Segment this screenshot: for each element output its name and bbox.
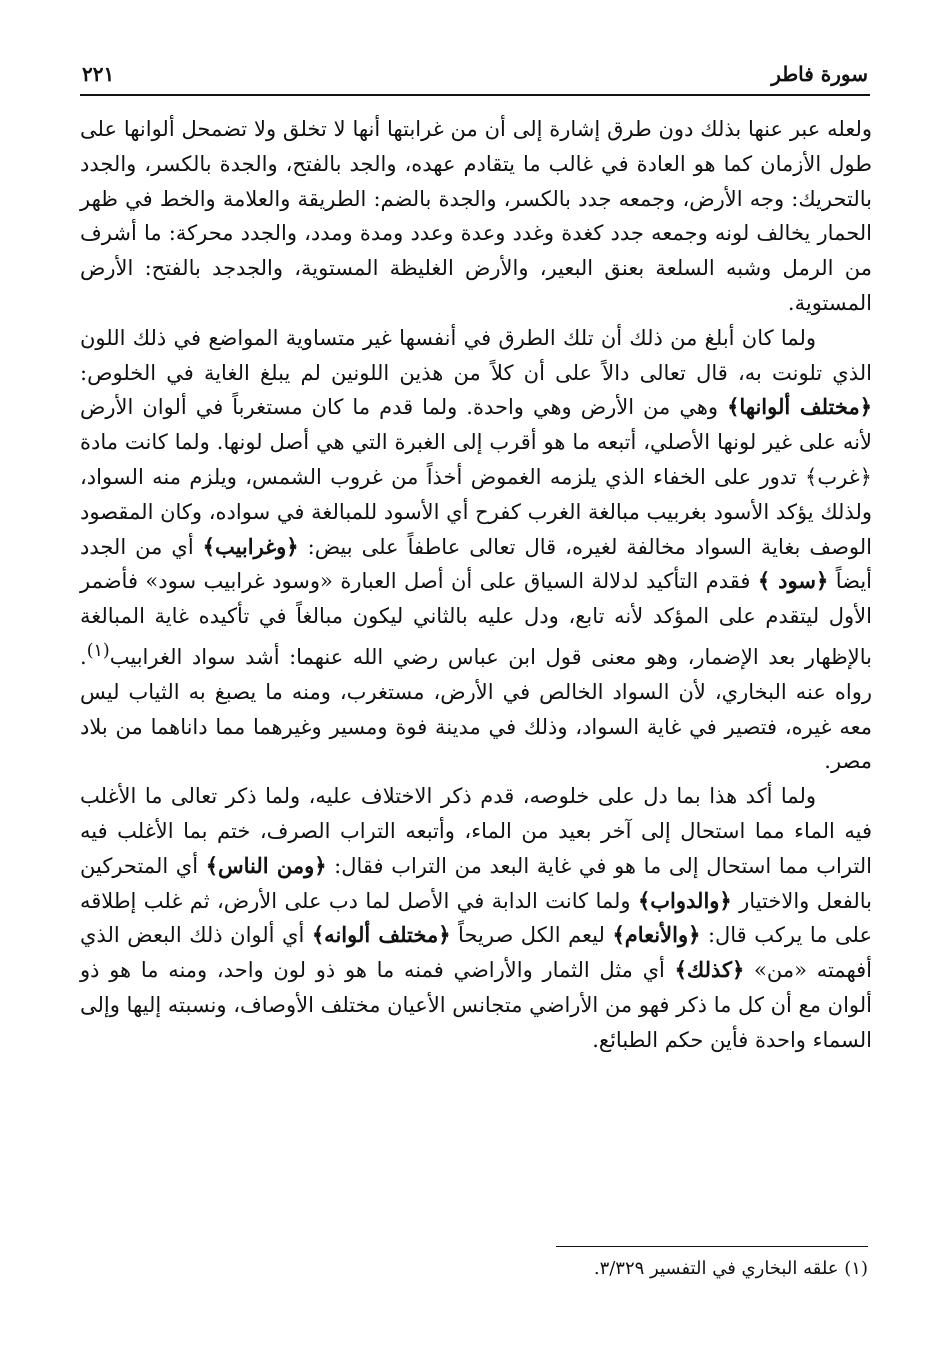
paragraph [80, 321, 872, 779]
quran-quote: ﴿سود ﴾ [757, 568, 829, 594]
footnote-divider [556, 1246, 868, 1247]
text-segment: أي المتحركين بالفعل والاختيار [80, 853, 873, 913]
quran-quote: ﴿مختلف ألوانه﴾ [311, 922, 451, 948]
quran-quote: ﴿مختلف ألوانها﴾ [727, 394, 872, 420]
text-segment: ولما أكد هذا بما دل على خلوصه، قدم ذكر الاختلاف عليه، ولما ذكر تعالى ما الأغلب فيه الماء مما استحال إلى آخر بعيد من الماء، وأتبعه التراب الصرف، ختم بما الأغلب فيه التراب مما استحال إلى ما هو في غاية البعد من التراب فقال: [80, 784, 873, 878]
footnote-marker: (١) [844, 1258, 868, 1279]
paragraph [80, 779, 872, 1057]
text-segment: . رواه عنه البخاري، لأن السواد الخالص في الأرض، مستغرب، ومنه ما يصبغ به الثياب ليس معه غيره، فتصير في غاية السواد، وذلك في مدينة فوة ومسير وغيرهما مما داناهما من بلاد مصر. [80, 644, 872, 774]
text-segment: أي ألوان ذلك البعض الذي أفهمته «من» [80, 923, 872, 983]
text-segment: أي مثل الثمار والأراضي فمنه ما هو ذو لون واحد، ومنه ما هو ذو ألوان مع أن كل ما ذكر فهو من الأراضي متجانس الأعيان مختلف الأوصاف، ونسبته إليها وإلى السماء واحدة فأين حكم الطبائع. [80, 958, 872, 1052]
main-text [80, 112, 872, 1058]
footnote-text: علقه البخاري في التفسير ٣/٣٢٩. [593, 1258, 839, 1279]
text-segment: ليعم الكل صريحاً [450, 923, 613, 948]
text-segment: ولما كان أبلغ من ذلك أن تلك الطرق في أنفسها غير متساوية المواضع في ذلك اللون الذي تلونت به، قال تعالى دالاً على أن كلاً من هذين اللونين لم يبلغ الغاية في الخلوص: [80, 325, 872, 385]
text-segment: فقدم التأكيد لدلالة السياق على أن أصل العبارة «وسود غرابيب سود» فأضمر الأول ليتقدم على المؤكد لأنه تابع، ودل عليه بالثاني ليكون مبالغاً في تأكيده غاية المبالغة بالإظهار بعد الإضمار، وهو معنى قول ابن عباس رضي الله عنهما: أشد سواد الغرابيب [80, 569, 872, 669]
text-segment: ولعله عبر عنها بذلك دون طرق إشارة إلى أن من غرابتها أنها لا تخلق ولا تضمحل ألوانها على طول الأزمان كما هو العادة في غالب ما يتقادم عهده، والجد بالفتح، والجدة بالكسر، والجدد بالتحريك: وجه الأرض، وجمعه جدد بالكسر، والجدة بالضم: الطريقة والعلامة والخط في ظهر الحمار يخالف لونه وجمعه جدد كغدة وغدد وعدة وعدد ومدة ومدد، والجدد محركة: ما أشرف من الرمل وشبه السلعة بعنق البعير، والأرض الغليظة المستوية، والجدجد بالفتح: الأرض المستوية. [80, 117, 872, 315]
page-number: ٢٢١ [82, 62, 115, 86]
running-title: سورة فاطر [771, 62, 868, 86]
quran-quote: ﴿والأنعام﴾ [612, 922, 701, 948]
text-segment: وهي من الأرض وهي واحدة. ولما قدم ما كان مستغرباً في ألوان الأرض لأنه على غير لونها الأصلي، أتبعه ما هو أقرب إلى الغبرة التي هي أصل لونها. ولما كانت مادة ﴿غرب﴾ تدور على الخفاء الذي يلزمه الغموض أخذاً من غروب الشمس، ويلزم منه السواد، ولذلك يؤكد الأسود بغربيب مبالغة الغرب كفرح أي الأسود للمبالغة في سواده، وكان المقصود الوصف بغاية السواد مخالفة لغيره، قال تعالى عاطفاً على بيض: [80, 395, 872, 559]
footnote [368, 1258, 868, 1279]
quran-quote: ﴿ومن الناس﴾ [205, 852, 327, 878]
footnote-reference: (١) [86, 640, 110, 661]
quran-quote: ﴿والدواب﴾ [637, 887, 732, 913]
text-segment: أي من الجدد أيضاً [80, 534, 872, 594]
page-header [80, 62, 870, 96]
paragraph [80, 112, 872, 321]
quran-quote: ﴿كذلك﴾ [674, 957, 745, 983]
quran-quote: ﴿وغرابيب﴾ [202, 533, 299, 559]
text-segment: ولما كانت الدابة في الأصل لما دب على الأرض، ثم غلب إطلاقه على ما يركب قال: [80, 888, 873, 948]
